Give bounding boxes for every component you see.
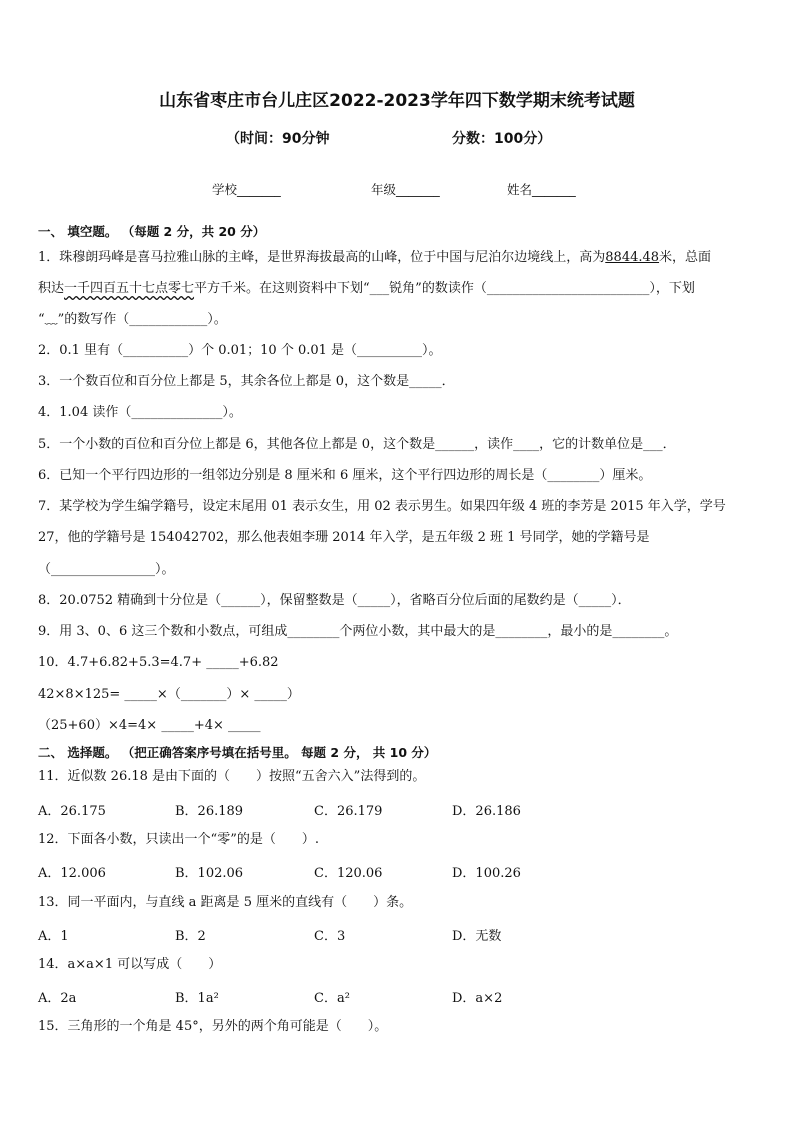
question-10-line-1: 10．4.7+6.82+5.3=4.7+ _____+6.82	[38, 655, 279, 670]
q14-option-a: A．2a	[38, 991, 77, 1006]
question-2: 2．0.1 里有（__________）个 0.01；10 个 0.01 是（__________）。	[38, 343, 442, 358]
q1-text-a: 1．珠穆朗玛峰是喜马拉雅山脉的主峰，是世界海拔最高的山峰，位于中国与尼泊尔边境线上，高为	[38, 250, 606, 265]
question-9: 9．用 3、0、6 这三个数和小数点，可组成________个两位小数，其中最大的是________，最小的是________。	[38, 624, 678, 639]
q1-text-d: 平方千米。在这则资料中下划“___锐角”的数读作（_________________________），下划	[194, 281, 695, 296]
q1-text-b: 米，总面	[659, 250, 712, 265]
question-11: 11．近似数 26.18 是由下面的（ ）按照“五舍六入”法得到的。	[38, 769, 426, 784]
question-14: 14．a×a×1 可以写成（ ）	[38, 957, 222, 972]
question-13: 13．同一平面内，与直线 a 距离是 5 厘米的直线有（ ）条。	[38, 895, 413, 910]
q14-option-d: D．a×2	[452, 991, 503, 1006]
q11-option-a: A．26.175	[38, 804, 106, 819]
q12-option-a: A．12.006	[38, 866, 106, 881]
q11-option-b: B．26.189	[175, 804, 244, 819]
question-15: 15．三角形的一个角是 45°，另外的两个角可能是（ ）。	[38, 1019, 388, 1034]
section-2-heading: 二、 选择题。 （把正确答案序号填在括号里。 每题 2 分， 共 10 分）	[38, 745, 437, 760]
question-1-line-1	[38, 249, 711, 267]
q11-option-d: D．26.186	[452, 804, 521, 819]
q12-option-d: D．100.26	[452, 866, 521, 881]
q1-area-words: 一千四百五十七点零七	[64, 281, 195, 296]
q11-option-c: C．26.179	[314, 804, 383, 819]
question-12: 12．下面各小数，只读出一个“零”的是（ ）.	[38, 832, 319, 847]
q12-option-b: B．102.06	[175, 866, 244, 881]
grade-field: 年级_______	[371, 182, 440, 197]
question-7-line-2: 27，他的学籍号是 154042702，那么他表姐李珊 2014 年入学，是五年级 2 班 1 号同学，她的学籍号是	[38, 530, 650, 545]
question-5: 5．一个小数的百位和百分位上都是 6，其他各位上都是 0，这个数是______，读作____，它的计数单位是___．	[38, 437, 676, 452]
q1-height-number: 8844.48	[605, 250, 660, 265]
question-4: 4．1.04 读作（______________）。	[38, 405, 242, 420]
question-10-line-2: 42×8×125= _____×（_______）× _____）	[38, 687, 300, 702]
question-7-line-3: （________________）。	[38, 562, 175, 577]
question-7-line-1: 7．某学校为学生编学籍号，设定末尾用 01 表示女生，用 02 表示男生。如果四年级 4 班的李芳是 2015 年入学，学号	[38, 499, 726, 514]
question-6: 6．已知一个平行四边形的一组邻边分别是 8 厘米和 6 厘米，这个平行四边形的周长是（________）厘米。	[38, 468, 652, 483]
exam-score: 分数：100分）	[452, 131, 552, 147]
q13-option-a: A．1	[38, 929, 69, 944]
question-8: 8．20.0752 精确到十分位是（______），保留整数是（_____），省略百分位后面的尾数约是（_____）．	[38, 593, 631, 608]
question-1-line-2	[38, 280, 695, 298]
q1-text-c: 积达	[38, 281, 65, 296]
question-10-line-3: （25+60）×4=4× _____+4× _____	[38, 718, 261, 733]
school-field: 学校_______	[212, 182, 281, 197]
page-title: 山东省枣庄市台儿庄区2022-2023学年四下数学期末统考试题	[159, 91, 635, 111]
question-1-line-3: “﹏”的数写作（____________）。	[38, 312, 227, 327]
question-3: 3．一个数百位和百分位上都是 5，其余各位上都是 0，这个数是_____．	[38, 374, 455, 389]
q13-option-c: C．3	[314, 929, 346, 944]
q13-option-d: D．无数	[452, 929, 502, 944]
exam-time: （时间：90分钟	[226, 131, 330, 147]
q13-option-b: B．2	[175, 929, 206, 944]
section-1-heading: 一、 填空题。 （每题 2 分，共 20 分）	[38, 224, 266, 239]
q14-option-b: B．1a²	[175, 991, 219, 1006]
q12-option-c: C．120.06	[314, 866, 383, 881]
q14-option-c: C．a²	[314, 991, 350, 1006]
name-field: 姓名_______	[507, 182, 576, 197]
